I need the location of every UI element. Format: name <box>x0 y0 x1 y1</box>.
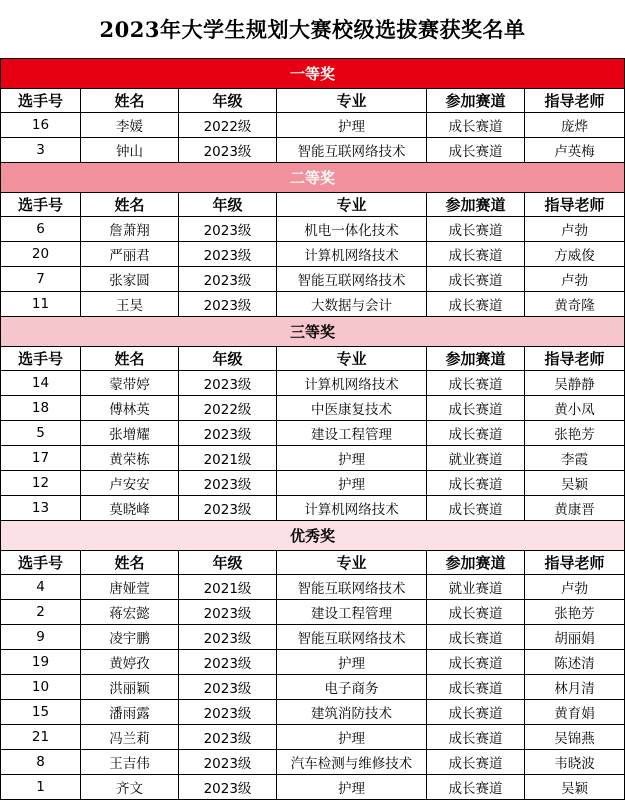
cell-player-number: 21 <box>1 725 81 750</box>
column-header-grade: 年级 <box>179 89 277 113</box>
column-header-row <box>1 193 625 217</box>
section-header-row <box>1 59 625 89</box>
table-row <box>1 775 625 800</box>
cell-teacher: 黄育娟 <box>525 700 625 725</box>
cell-player-number: 9 <box>1 625 81 650</box>
table-row <box>1 496 625 521</box>
table-row <box>1 396 625 421</box>
cell-track: 成长赛道 <box>427 138 525 163</box>
table-row <box>1 446 625 471</box>
cell-player-number: 8 <box>1 750 81 775</box>
section-header-row <box>1 521 625 551</box>
cell-major: 计算机网络技术 <box>277 496 427 521</box>
cell-grade: 2023级 <box>179 750 277 775</box>
cell-teacher: 卢英梅 <box>525 138 625 163</box>
cell-teacher: 吴颖 <box>525 775 625 800</box>
column-header-grade: 年级 <box>179 193 277 217</box>
cell-track: 成长赛道 <box>427 496 525 521</box>
cell-teacher: 方威俊 <box>525 242 625 267</box>
section-title: 一等奖 <box>1 59 625 89</box>
cell-player-number: 18 <box>1 396 81 421</box>
table-row <box>1 421 625 446</box>
cell-player-number: 20 <box>1 242 81 267</box>
cell-track: 成长赛道 <box>427 371 525 396</box>
cell-major: 计算机网络技术 <box>277 242 427 267</box>
cell-teacher: 陈述清 <box>525 650 625 675</box>
cell-player-number: 4 <box>1 575 81 600</box>
cell-name: 傅林英 <box>81 396 179 421</box>
cell-player-number: 15 <box>1 700 81 725</box>
cell-track: 成长赛道 <box>427 396 525 421</box>
cell-track: 成长赛道 <box>427 700 525 725</box>
cell-track: 成长赛道 <box>427 471 525 496</box>
column-header-row <box>1 89 625 113</box>
table-row <box>1 575 625 600</box>
cell-grade: 2021级 <box>179 446 277 471</box>
column-header-teacher: 指导老师 <box>525 347 625 371</box>
cell-grade: 2023级 <box>179 292 277 317</box>
table-row <box>1 217 625 242</box>
cell-player-number: 17 <box>1 446 81 471</box>
cell-name: 齐文 <box>81 775 179 800</box>
table-row <box>1 750 625 775</box>
cell-major: 智能互联网络技术 <box>277 267 427 292</box>
cell-grade: 2023级 <box>179 267 277 292</box>
cell-name: 卢安安 <box>81 471 179 496</box>
cell-grade: 2023级 <box>179 775 277 800</box>
cell-track: 成长赛道 <box>427 242 525 267</box>
cell-major: 建设工程管理 <box>277 421 427 446</box>
column-header-major: 专业 <box>277 347 427 371</box>
cell-grade: 2023级 <box>179 421 277 446</box>
cell-major: 智能互联网络技术 <box>277 138 427 163</box>
table-row <box>1 600 625 625</box>
section-header-row <box>1 163 625 193</box>
column-header-track: 参加赛道 <box>427 347 525 371</box>
cell-name: 凌宇鹏 <box>81 625 179 650</box>
cell-grade: 2023级 <box>179 675 277 700</box>
cell-player-number: 2 <box>1 600 81 625</box>
column-header-row <box>1 347 625 371</box>
column-header-track: 参加赛道 <box>427 193 525 217</box>
cell-name: 李媛 <box>81 113 179 138</box>
cell-major: 护理 <box>277 446 427 471</box>
cell-grade: 2023级 <box>179 496 277 521</box>
column-header-name: 姓名 <box>81 347 179 371</box>
cell-teacher: 张艳芳 <box>525 600 625 625</box>
cell-major: 大数据与会计 <box>277 292 427 317</box>
cell-player-number: 3 <box>1 138 81 163</box>
cell-track: 成长赛道 <box>427 421 525 446</box>
cell-teacher: 韦晓波 <box>525 750 625 775</box>
cell-name: 张增耀 <box>81 421 179 446</box>
section-title: 优秀奖 <box>1 521 625 551</box>
cell-grade: 2023级 <box>179 242 277 267</box>
table-row <box>1 650 625 675</box>
cell-name: 詹萧翔 <box>81 217 179 242</box>
cell-teacher: 吴锦燕 <box>525 725 625 750</box>
cell-name: 莫晓峰 <box>81 496 179 521</box>
cell-major: 智能互联网络技术 <box>277 575 427 600</box>
cell-track: 成长赛道 <box>427 292 525 317</box>
cell-grade: 2023级 <box>179 471 277 496</box>
cell-track: 成长赛道 <box>427 750 525 775</box>
cell-name: 唐娅萱 <box>81 575 179 600</box>
cell-player-number: 14 <box>1 371 81 396</box>
table-row <box>1 138 625 163</box>
column-header-teacher: 指导老师 <box>525 551 625 575</box>
cell-major: 护理 <box>277 775 427 800</box>
cell-track: 成长赛道 <box>427 217 525 242</box>
cell-teacher: 卢勃 <box>525 217 625 242</box>
cell-player-number: 16 <box>1 113 81 138</box>
cell-track: 成长赛道 <box>427 650 525 675</box>
cell-grade: 2023级 <box>179 650 277 675</box>
section-header-row <box>1 317 625 347</box>
table-row <box>1 371 625 396</box>
cell-name: 黄荣栋 <box>81 446 179 471</box>
column-header-track: 参加赛道 <box>427 89 525 113</box>
cell-teacher: 吴颖 <box>525 471 625 496</box>
cell-track: 就业赛道 <box>427 446 525 471</box>
cell-grade: 2023级 <box>179 600 277 625</box>
cell-track: 成长赛道 <box>427 775 525 800</box>
cell-teacher: 黄康晋 <box>525 496 625 521</box>
column-header-major: 专业 <box>277 193 427 217</box>
cell-teacher: 李霞 <box>525 446 625 471</box>
column-header-player-number: 选手号 <box>1 193 81 217</box>
cell-major: 智能互联网络技术 <box>277 625 427 650</box>
column-header-player-number: 选手号 <box>1 89 81 113</box>
cell-grade: 2022级 <box>179 113 277 138</box>
cell-teacher: 卢勃 <box>525 575 625 600</box>
cell-player-number: 13 <box>1 496 81 521</box>
cell-name: 王昊 <box>81 292 179 317</box>
cell-name: 洪丽颖 <box>81 675 179 700</box>
cell-player-number: 1 <box>1 775 81 800</box>
column-header-major: 专业 <box>277 89 427 113</box>
cell-major: 护理 <box>277 650 427 675</box>
cell-teacher: 吴静静 <box>525 371 625 396</box>
cell-player-number: 10 <box>1 675 81 700</box>
cell-major: 计算机网络技术 <box>277 371 427 396</box>
cell-teacher: 林月清 <box>525 675 625 700</box>
cell-teacher: 卢勃 <box>525 267 625 292</box>
cell-track: 成长赛道 <box>427 600 525 625</box>
cell-major: 汽车检测与维修技术 <box>277 750 427 775</box>
cell-name: 蒋宏懿 <box>81 600 179 625</box>
cell-major: 机电一体化技术 <box>277 217 427 242</box>
cell-track: 就业赛道 <box>427 575 525 600</box>
cell-teacher: 张艳芳 <box>525 421 625 446</box>
cell-name: 潘雨露 <box>81 700 179 725</box>
column-header-teacher: 指导老师 <box>525 193 625 217</box>
award-table-body <box>1 59 625 800</box>
table-row <box>1 267 625 292</box>
cell-major: 护理 <box>277 471 427 496</box>
column-header-row <box>1 551 625 575</box>
cell-major: 中医康复技术 <box>277 396 427 421</box>
table-row <box>1 625 625 650</box>
cell-name: 黄婷孜 <box>81 650 179 675</box>
cell-grade: 2022级 <box>179 396 277 421</box>
table-row <box>1 725 625 750</box>
cell-grade: 2023级 <box>179 371 277 396</box>
column-header-grade: 年级 <box>179 347 277 371</box>
table-row <box>1 242 625 267</box>
cell-grade: 2021级 <box>179 575 277 600</box>
cell-major: 电子商务 <box>277 675 427 700</box>
cell-track: 成长赛道 <box>427 267 525 292</box>
cell-player-number: 19 <box>1 650 81 675</box>
cell-teacher: 庞烨 <box>525 113 625 138</box>
cell-name: 王吉伟 <box>81 750 179 775</box>
column-header-player-number: 选手号 <box>1 551 81 575</box>
cell-player-number: 7 <box>1 267 81 292</box>
cell-player-number: 5 <box>1 421 81 446</box>
cell-major: 建设工程管理 <box>277 600 427 625</box>
table-row <box>1 675 625 700</box>
cell-name: 严丽君 <box>81 242 179 267</box>
award-table <box>0 58 625 800</box>
table-row <box>1 700 625 725</box>
column-header-name: 姓名 <box>81 551 179 575</box>
cell-name: 张家圆 <box>81 267 179 292</box>
cell-grade: 2023级 <box>179 138 277 163</box>
column-header-name: 姓名 <box>81 193 179 217</box>
column-header-track: 参加赛道 <box>427 551 525 575</box>
column-header-teacher: 指导老师 <box>525 89 625 113</box>
cell-name: 冯兰莉 <box>81 725 179 750</box>
cell-teacher: 黄小凤 <box>525 396 625 421</box>
table-row <box>1 471 625 496</box>
column-header-name: 姓名 <box>81 89 179 113</box>
cell-track: 成长赛道 <box>427 725 525 750</box>
column-header-major: 专业 <box>277 551 427 575</box>
cell-track: 成长赛道 <box>427 675 525 700</box>
cell-major: 护理 <box>277 113 427 138</box>
cell-major: 护理 <box>277 725 427 750</box>
section-title: 三等奖 <box>1 317 625 347</box>
cell-teacher: 黄奇隆 <box>525 292 625 317</box>
cell-player-number: 6 <box>1 217 81 242</box>
cell-name: 钟山 <box>81 138 179 163</box>
cell-teacher: 胡丽娟 <box>525 625 625 650</box>
cell-name: 蒙带婷 <box>81 371 179 396</box>
page-title: 2023年大学生规划大赛校级选拔赛获奖名单 <box>99 17 526 42</box>
cell-grade: 2023级 <box>179 625 277 650</box>
cell-grade: 2023级 <box>179 700 277 725</box>
cell-track: 成长赛道 <box>427 113 525 138</box>
cell-major: 建筑消防技术 <box>277 700 427 725</box>
table-row <box>1 292 625 317</box>
cell-player-number: 12 <box>1 471 81 496</box>
cell-grade: 2023级 <box>179 217 277 242</box>
column-header-grade: 年级 <box>179 551 277 575</box>
cell-track: 成长赛道 <box>427 625 525 650</box>
section-title: 二等奖 <box>1 163 625 193</box>
cell-player-number: 11 <box>1 292 81 317</box>
table-row <box>1 113 625 138</box>
cell-grade: 2023级 <box>179 725 277 750</box>
column-header-player-number: 选手号 <box>1 347 81 371</box>
